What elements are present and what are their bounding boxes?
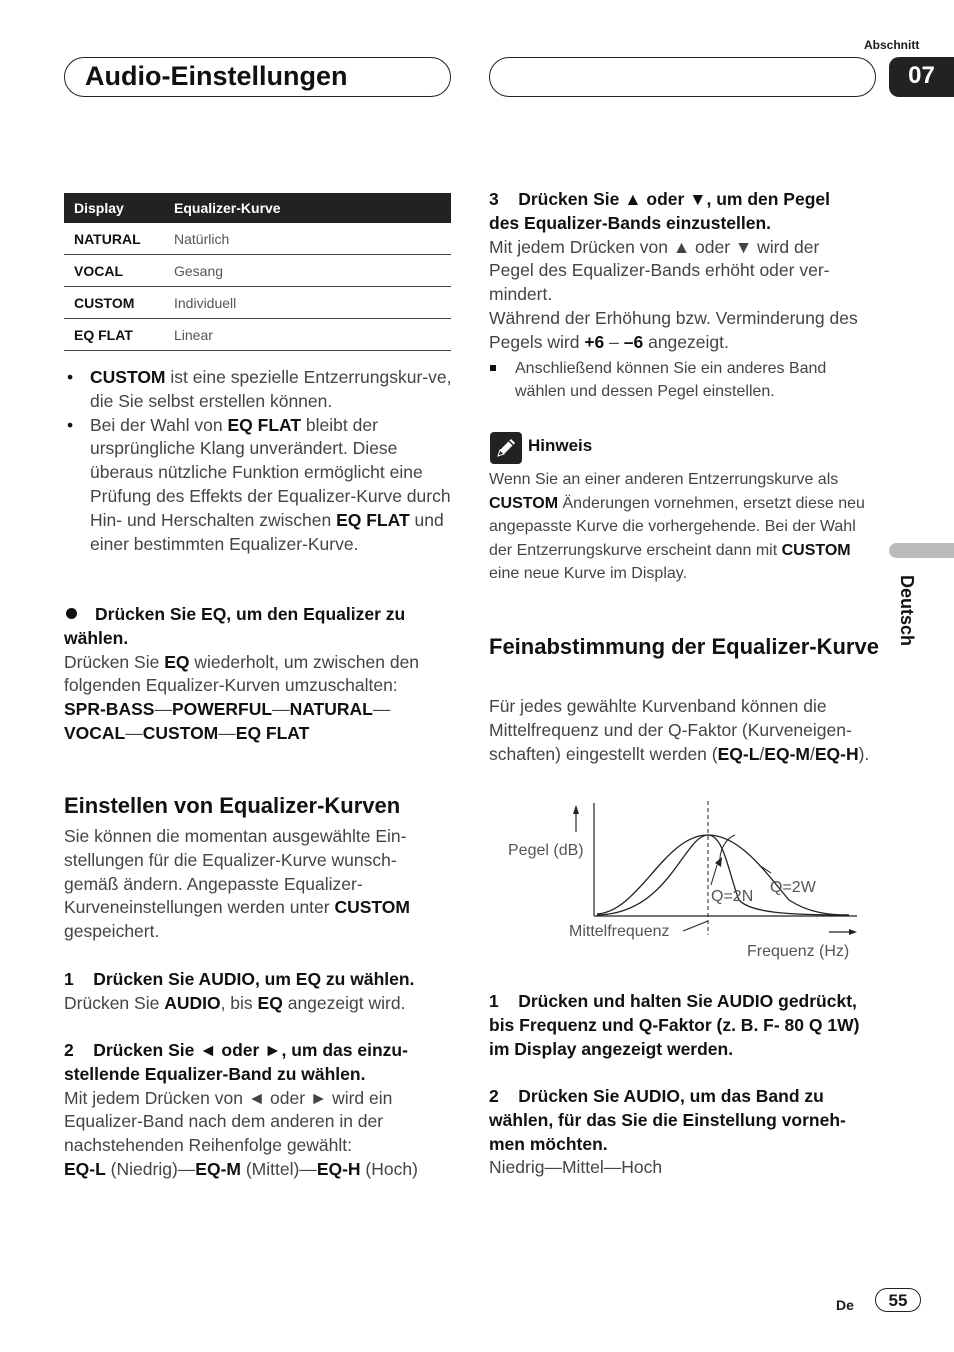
step-2-block [64, 1039, 456, 1182]
section-intro: Sie können die momentan ausgewählte Ein-stellungen für die Equalizer-Kurve wunsch-gemäß ändern. Angepasste Equalizer-Kurveneinstellungen werden unter CUSTOM gespeichert. [64, 826, 410, 942]
diagram-q-wide-label: Q=2W [770, 879, 816, 896]
table-header: Display [64, 193, 164, 223]
step-2-block [489, 1085, 874, 1180]
step-body: Mit jedem Drücken von ▲ oder ▼ wird der Pegel des Equalizer-Bands erhöht oder ver-mindert. [489, 236, 830, 305]
header-empty-frame [489, 57, 876, 97]
step-3-block [489, 188, 861, 404]
eq-curve-sequence: SPR-BASS—POWERFUL—NATURAL— VOCAL—CUSTOM—EQ FLAT [64, 699, 391, 743]
step-note: Anschließend können Sie ein anderes Band wählen und dessen Pegel einstellen. [489, 357, 861, 404]
section-intro: Für jedes gewählte Kurvenband können die Mittelfrequenz und der Q-Faktor (Kurveneigen-schaften) eingestellt werden (EQ-L/EQ-M/EQ-H). [489, 696, 870, 764]
bullet-dot-icon [66, 608, 77, 619]
annotation-line-narrow [711, 865, 717, 885]
language-label: Deutsch [897, 575, 917, 647]
note-pencil-icon [490, 432, 522, 464]
header-title-frame [64, 57, 451, 97]
band-sequence: EQ-L (Niedrig)—EQ-M (Mittel)—EQ-H (Hoch) [64, 1158, 418, 1179]
step-body: Mit jedem Drücken von ◄ oder ► wird ein Equalizer-Band nach dem anderen in der nachstehenden Reihenfolge gewählt: [64, 1087, 393, 1156]
eq-step-block [64, 603, 456, 746]
eq-curve-diagram [489, 795, 869, 970]
section-label: Abschnitt [864, 38, 920, 52]
table-cell: Linear [164, 319, 451, 351]
hint-title: Hinweis [528, 436, 593, 455]
step-body: Drücken Sie AUDIO, bis EQ angezeigt wird. [64, 992, 406, 1013]
table-cell: Individuell [164, 287, 451, 319]
equalizer-table [64, 193, 451, 351]
table-header-row [64, 193, 451, 223]
table-cell: NATURAL [64, 223, 164, 255]
step-heading: Drücken Sie EQ, um den Equalizer zu wählen. [64, 604, 406, 648]
diagram-xlabel: Frequenz (Hz) [747, 943, 850, 960]
table-cell: EQ FLAT [64, 319, 164, 351]
square-bullet-icon [490, 365, 496, 371]
page-title: Audio-Einstellungen [85, 61, 348, 91]
table-header: Equalizer-Kurve [164, 193, 451, 223]
language-tab-marker [889, 543, 954, 558]
step-body: Während der Erhöhung bzw. Verminderung des Pegels wird +6 – –6 angezeigt. [489, 307, 858, 352]
diagram-ylabel: Pegel (dB) [508, 842, 584, 859]
footer-language: De [836, 1297, 854, 1313]
section-heading: Feinabstimmung der Equalizer-Kurve [489, 634, 879, 659]
section-heading: Einstellen von Equalizer-Kurven [64, 793, 401, 818]
y-arrow-head [573, 805, 579, 814]
table-row [64, 223, 451, 255]
table-row [64, 287, 451, 319]
table-row [64, 319, 451, 351]
section-number: 07 [889, 57, 954, 97]
list-item: • Bei der Wahl von EQ FLAT bleibt der ursprüngliche Klang unverändert. Diese überaus nützliche Funktion ermöglicht eine Prüfung des Effekts der Equalizer-Kurve durch Hin- und Herschalten zwischen EQ FLAT und einer bestimmten Equalizer-Kurve. [64, 414, 456, 557]
step-heading: 2 Drücken Sie ◄ oder ►, um das einzu-stellende Equalizer-Band zu wählen. [64, 1040, 408, 1084]
diagram-q-narrow-label: Q=2N [711, 888, 754, 905]
table-cell: VOCAL [64, 255, 164, 287]
page-number: 55 [875, 1288, 921, 1312]
bullet-list [64, 366, 456, 556]
step-heading: 3 Drücken Sie ▲ oder ▼, um den Pegel des Equalizer-Bands einzustellen. [489, 189, 830, 233]
hint-body: Wenn Sie an einer anderen Entzerrungskurve als CUSTOM Änderungen vornehmen, ersetzt diese neu angepasste Kurve die vorhergehende. Bei der Wahl der Entzerrungskurve erscheint dann mit CUSTOM eine neue Kurve im Display. [489, 471, 865, 582]
step-body: Drücken Sie EQ wiederholt, um zwischen den folgenden Equalizer-Kurven umzuschalten: [64, 651, 420, 696]
x-arrow-head [849, 929, 857, 935]
step-heading: 1 Drücken und halten Sie AUDIO gedrückt, bis Frequenz und Q-Faktor (z. B. F- 80 Q 1W) im Display angezeigt werden. [489, 991, 860, 1059]
table-cell: CUSTOM [64, 287, 164, 319]
diagram-center-label: Mittelfrequenz [569, 923, 670, 940]
table-cell: Natürlich [164, 223, 451, 255]
step-heading: 1 Drücken Sie AUDIO, um EQ zu wählen. [64, 969, 415, 989]
table-row [64, 255, 451, 287]
table-cell: Gesang [164, 255, 451, 287]
step-heading: 2 Drücken Sie AUDIO, um das Band zu wählen, für das Sie die Einstellung vorneh-men möchten. [489, 1086, 846, 1154]
step-1-block [64, 968, 456, 1016]
annotation-line-center [683, 921, 708, 931]
step-body: Niedrig—Mittel—Hoch [489, 1157, 663, 1178]
list-item: • CUSTOM ist eine spezielle Entzerrungskur-ve, die Sie selbst erstellen können. [64, 366, 456, 414]
